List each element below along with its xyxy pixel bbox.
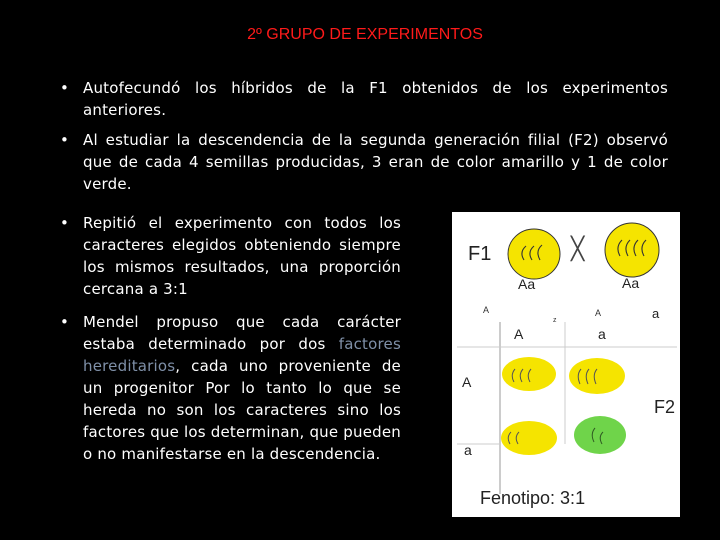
bullet-dot: • xyxy=(60,214,70,232)
gamete-right-a: a xyxy=(652,306,660,321)
bullet-descendencia-f2 xyxy=(60,129,668,195)
bullet-text-start: Mendel propuso que cada carácter estaba determinado por dos xyxy=(83,313,401,353)
seed-green-icon xyxy=(574,416,626,454)
col-header-A: A xyxy=(514,326,524,342)
gamete-left-sep: z xyxy=(553,317,557,324)
bullet-dot: • xyxy=(60,79,70,97)
bullet-dot: • xyxy=(60,313,70,331)
seed-yellow-icon xyxy=(605,223,659,277)
seed-yellow-icon xyxy=(502,357,556,391)
bullet-mendel-propuso xyxy=(60,311,402,465)
f2-label: F2 xyxy=(654,397,676,417)
parent-genotype-left: Aa xyxy=(518,276,536,292)
seed-yellow-icon xyxy=(501,421,557,455)
col-header-a: a xyxy=(598,326,606,342)
parent-genotype-right: Aa xyxy=(622,275,640,291)
cross-icon: ╳ xyxy=(571,237,585,262)
seed-yellow-icon xyxy=(569,358,625,394)
gamete-right-A: A xyxy=(595,308,602,318)
bullet-repitio xyxy=(60,212,401,300)
bullet-text: Autofecundó los híbridos de la F1 obtenidos de los experimentos anteriores. xyxy=(83,79,668,119)
bullet-autofecundo xyxy=(60,77,668,121)
bullet-text: Al estudiar la descendencia de la segunda generación filial (F2) observó que de cada 4 semillas producidas, 3 eran de color amarillo y 1 de color verde. xyxy=(83,131,668,193)
factores-hereditarios-highlight: factores hereditarios xyxy=(83,335,401,375)
f1-label: F1 xyxy=(468,243,492,265)
seed-yellow-icon xyxy=(508,229,560,279)
punnett-svg xyxy=(452,212,680,517)
slide-title: 2º GRUPO DE EXPERIMENTOS xyxy=(247,26,483,43)
row-header-A: A xyxy=(462,374,472,390)
bullet-text: Repitió el experimento con todos los caracteres elegidos obteniendo siempre los mismos resultados, una proporción cercana a 3:1 xyxy=(83,214,401,298)
punnett-diagram xyxy=(452,212,680,517)
bullet-text-end: , cada uno proveniente de un progenitor Por lo tanto lo que se hereda no son los caracteres sino los factores que los determinan, que pueden o no manifestarse en la descendencia. xyxy=(83,357,402,463)
gamete-left-a: A xyxy=(483,305,490,315)
phenotype-ratio: Fenotipo: 3:1 xyxy=(480,488,586,508)
row-header-a: a xyxy=(464,442,472,458)
bullet-dot: • xyxy=(60,131,70,149)
